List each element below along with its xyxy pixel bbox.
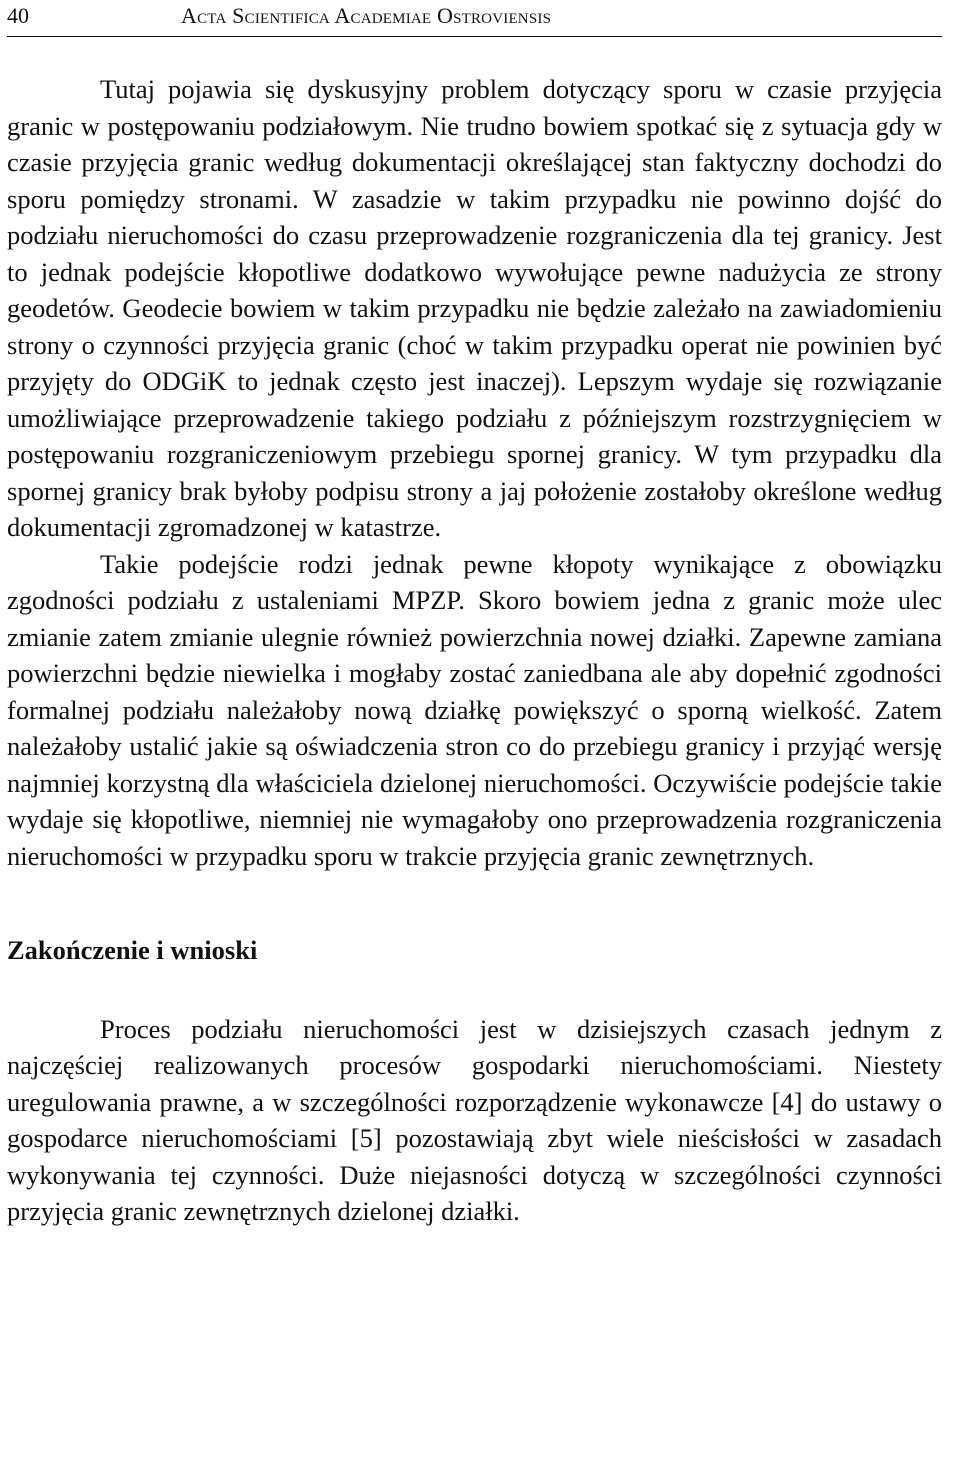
paragraph: Tutaj pojawia się dyskusyjny problem dotyczący sporu w czasie przyjęcia granic w postępowaniu podziałowym. Nie trudno bowiem spotkać się z sytuacja gdy w czasie przyjęcia granic według dokumentacji określającej stan faktyczny dochodzi do sporu pomiędzy stronami. W zasadzie w takim przypadku nie powinno dojść do podziału nieruchomości do czasu przeprowadzenie rozgraniczenia dla tej granicy. Jest to jednak podejście kłopotliwe dodatkowo wywołujące pewne nadużycia ze strony geodetów. Geodecie bowiem w takim przypadku nie będzie zależało na zawiadomieniu strony o czynności przyjęcia granic (choć w takim przypadku operat nie powinien być przyjęty do ODGiK to jednak często jest inaczej). Lepszym wydaje się rozwiązanie umożliwiające przeprowadzenie takiego podziału z późniejszym rozstrzygnięciem w postępowaniu rozgraniczeniowym przebiegu spornej granicy. W tym przypadku dla spornej granicy brak byłoby podpisu strony a jaj położenie zostałoby określone według dokumentacji zgromadzonej w katastrze. xyxy=(7,74,942,542)
page-number: 40 xyxy=(7,3,29,28)
journal-title: Acta Scientifica Academiae Ostroviensis xyxy=(181,3,552,28)
section-heading: Zakończenie i wnioski xyxy=(7,935,258,965)
paragraph: Proces podziału nieruchomości jest w dzisiejszych czasach jednym z najczęściej realizowanych procesów gospodarki nieruchomościami. Niestety uregulowania prawne, a w szczególności rozporządzenie wykonawcze [4] do ustawy o gospodarce nieruchomościami [5] pozostawiają zbyt wiele nieścisłości w zasadach wykonywania tej czynności. Duże niejasności dotyczą w szczególności czynności przyjęcia granic zewnętrznych dzielonej działki. xyxy=(7,1013,942,1226)
running-header xyxy=(7,0,942,37)
paragraph: Takie podejście rodzi jednak pewne kłopoty wynikające z obowiązku zgodności podziału z ustaleniami MPZP. Skoro bowiem jedna z granic może ulec zmianie zatem zmianie ulegnie również powierzchnia nowej działki. Zapewne zamiana powierzchni będzie niewielka i mogłaby zostać zaniedbana ale aby dopełnić zgodności formalnej podziału należałoby nową działkę powiększyć o sporną wielkość. Zatem należałoby ustalić jakie są oświadczenia stron co do przebiegu granicy i przyjąć wersję najmniej korzystną dla właściciela dzielonej nieruchomości. Oczywiście podejście takie wydaje się kłopotliwe, niemniej nie wymagałoby ono przeprowadzenia rozgraniczenia nieruchomości w przypadku sporu w trakcie przyjęcia granic zewnętrznych. xyxy=(7,548,942,871)
body-text xyxy=(7,71,942,1230)
document-page xyxy=(7,0,942,1230)
